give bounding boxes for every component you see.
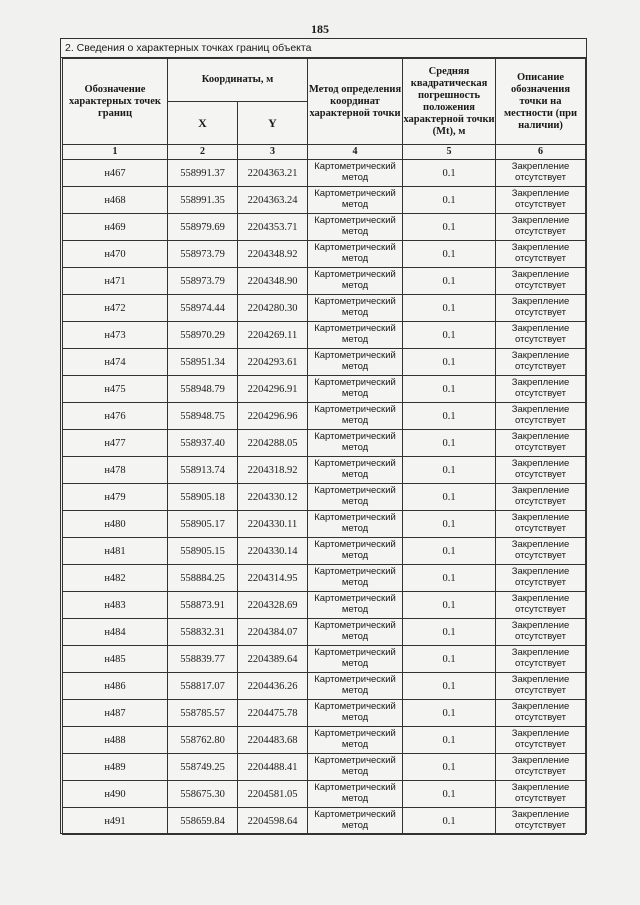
coordinate-y-cell: 2204314.95	[238, 565, 308, 592]
table-row	[63, 160, 586, 187]
error-cell: 0.1	[403, 430, 496, 457]
point-designation-cell: н468	[63, 187, 168, 214]
point-designation-cell: н491	[63, 808, 168, 835]
error-cell: 0.1	[403, 349, 496, 376]
method-cell: Картометрический метод	[308, 349, 403, 376]
table-row	[63, 187, 586, 214]
description-cell: Закрепление отсутствует	[496, 538, 586, 565]
error-cell: 0.1	[403, 268, 496, 295]
method-cell: Картометрический метод	[308, 754, 403, 781]
method-cell: Картометрический метод	[308, 511, 403, 538]
error-cell: 0.1	[403, 754, 496, 781]
point-designation-cell: н469	[63, 214, 168, 241]
table-row	[63, 295, 586, 322]
table-row	[63, 754, 586, 781]
table-row	[63, 376, 586, 403]
coordinate-y-cell: 2204330.12	[238, 484, 308, 511]
header-method: Метод определения координат характерной точки	[308, 59, 403, 145]
table-row	[63, 808, 586, 835]
point-designation-cell: н473	[63, 322, 168, 349]
method-cell: Картометрический метод	[308, 808, 403, 835]
coordinate-y-cell: 2204581.05	[238, 781, 308, 808]
description-cell: Закрепление отсутствует	[496, 727, 586, 754]
method-cell: Картометрический метод	[308, 646, 403, 673]
method-cell: Картометрический метод	[308, 673, 403, 700]
description-cell: Закрепление отсутствует	[496, 646, 586, 673]
coordinate-y-cell: 2204318.92	[238, 457, 308, 484]
description-cell: Закрепление отсутствует	[496, 781, 586, 808]
table-row	[63, 430, 586, 457]
description-cell: Закрепление отсутствует	[496, 754, 586, 781]
coordinate-x-cell: 558991.37	[168, 160, 238, 187]
error-cell: 0.1	[403, 592, 496, 619]
coordinate-x-cell: 558991.35	[168, 187, 238, 214]
description-cell: Закрепление отсутствует	[496, 322, 586, 349]
point-designation-cell: н478	[63, 457, 168, 484]
point-designation-cell: н475	[63, 376, 168, 403]
header-designation: Обозначение характерных точек границ	[63, 59, 168, 145]
column-number: 4	[308, 145, 403, 160]
table-row	[63, 781, 586, 808]
table-row	[63, 592, 586, 619]
description-cell: Закрепление отсутствует	[496, 214, 586, 241]
coordinate-y-cell: 2204353.71	[238, 214, 308, 241]
coordinate-y-cell: 2204330.11	[238, 511, 308, 538]
table-row	[63, 349, 586, 376]
error-cell: 0.1	[403, 457, 496, 484]
coordinate-y-cell: 2204436.26	[238, 673, 308, 700]
method-cell: Картометрический метод	[308, 592, 403, 619]
error-cell: 0.1	[403, 295, 496, 322]
page-number: 185	[311, 22, 329, 36]
point-designation-cell: н470	[63, 241, 168, 268]
method-cell: Картометрический метод	[308, 403, 403, 430]
coordinate-x-cell: 558839.77	[168, 646, 238, 673]
section-title: 2. Сведения о характерных точках границ объекта	[61, 39, 586, 58]
description-cell: Закрепление отсутствует	[496, 457, 586, 484]
error-cell: 0.1	[403, 241, 496, 268]
error-cell: 0.1	[403, 808, 496, 835]
method-cell: Картометрический метод	[308, 160, 403, 187]
coordinate-x-cell: 558948.79	[168, 376, 238, 403]
method-cell: Картометрический метод	[308, 700, 403, 727]
table-row	[63, 700, 586, 727]
error-cell: 0.1	[403, 376, 496, 403]
description-cell: Закрепление отсутствует	[496, 268, 586, 295]
coordinate-y-cell: 2204363.24	[238, 187, 308, 214]
table-row	[63, 214, 586, 241]
description-cell: Закрепление отсутствует	[496, 808, 586, 835]
method-cell: Картометрический метод	[308, 376, 403, 403]
method-cell: Картометрический метод	[308, 430, 403, 457]
table-row	[63, 619, 586, 646]
coordinate-x-cell: 558749.25	[168, 754, 238, 781]
error-cell: 0.1	[403, 403, 496, 430]
point-designation-cell: н471	[63, 268, 168, 295]
point-designation-cell: н485	[63, 646, 168, 673]
point-designation-cell: н487	[63, 700, 168, 727]
coordinate-x-cell: 558905.17	[168, 511, 238, 538]
description-cell: Закрепление отсутствует	[496, 673, 586, 700]
coordinate-x-cell: 558948.75	[168, 403, 238, 430]
table-body	[63, 160, 586, 835]
table-row	[63, 322, 586, 349]
coordinate-y-cell: 2204483.68	[238, 727, 308, 754]
point-designation-cell: н488	[63, 727, 168, 754]
coordinate-y-cell: 2204363.21	[238, 160, 308, 187]
description-cell: Закрепление отсутствует	[496, 619, 586, 646]
coordinate-y-cell: 2204384.07	[238, 619, 308, 646]
table-row	[63, 241, 586, 268]
coordinate-x-cell: 558973.79	[168, 241, 238, 268]
method-cell: Картометрический метод	[308, 295, 403, 322]
error-cell: 0.1	[403, 727, 496, 754]
column-number: 3	[238, 145, 308, 160]
error-cell: 0.1	[403, 700, 496, 727]
coordinate-x-cell: 558785.57	[168, 700, 238, 727]
point-designation-cell: н483	[63, 592, 168, 619]
header-description: Описание обозначения точки на местности (при наличии)	[496, 59, 586, 145]
coordinate-x-cell: 558659.84	[168, 808, 238, 835]
coordinate-x-cell: 558951.34	[168, 349, 238, 376]
point-designation-cell: н489	[63, 754, 168, 781]
point-designation-cell: н482	[63, 565, 168, 592]
description-cell: Закрепление отсутствует	[496, 700, 586, 727]
error-cell: 0.1	[403, 619, 496, 646]
method-cell: Картометрический метод	[308, 268, 403, 295]
description-cell: Закрепление отсутствует	[496, 484, 586, 511]
table-row	[63, 268, 586, 295]
coordinate-x-cell: 558884.25	[168, 565, 238, 592]
header-coordinates: Координаты, м	[168, 59, 308, 102]
error-cell: 0.1	[403, 565, 496, 592]
coordinate-y-cell: 2204348.92	[238, 241, 308, 268]
header-x: X	[168, 102, 238, 145]
method-cell: Картометрический метод	[308, 214, 403, 241]
column-number: 2	[168, 145, 238, 160]
coordinate-y-cell: 2204330.14	[238, 538, 308, 565]
error-cell: 0.1	[403, 538, 496, 565]
description-cell: Закрепление отсутствует	[496, 160, 586, 187]
description-cell: Закрепление отсутствует	[496, 592, 586, 619]
coordinate-y-cell: 2204488.41	[238, 754, 308, 781]
error-cell: 0.1	[403, 511, 496, 538]
description-cell: Закрепление отсутствует	[496, 349, 586, 376]
method-cell: Картометрический метод	[308, 727, 403, 754]
point-designation-cell: н476	[63, 403, 168, 430]
coordinate-x-cell: 558970.29	[168, 322, 238, 349]
description-cell: Закрепление отсутствует	[496, 565, 586, 592]
coordinate-x-cell: 558675.30	[168, 781, 238, 808]
coordinate-x-cell: 558905.18	[168, 484, 238, 511]
error-cell: 0.1	[403, 484, 496, 511]
point-designation-cell: н477	[63, 430, 168, 457]
coordinate-x-cell: 558762.80	[168, 727, 238, 754]
description-cell: Закрепление отсутствует	[496, 241, 586, 268]
coordinate-y-cell: 2204269.11	[238, 322, 308, 349]
coordinate-y-cell: 2204348.90	[238, 268, 308, 295]
coordinate-y-cell: 2204280.30	[238, 295, 308, 322]
coordinate-x-cell: 558974.44	[168, 295, 238, 322]
point-designation-cell: н479	[63, 484, 168, 511]
boundary-points-table	[62, 58, 586, 835]
point-designation-cell: н486	[63, 673, 168, 700]
method-cell: Картометрический метод	[308, 538, 403, 565]
coordinate-y-cell: 2204328.69	[238, 592, 308, 619]
header-error: Средняя квадратическая погрешность положения характерной точки (Mt), м	[403, 59, 496, 145]
error-cell: 0.1	[403, 214, 496, 241]
method-cell: Картометрический метод	[308, 187, 403, 214]
table-row	[63, 646, 586, 673]
coordinate-y-cell: 2204296.91	[238, 376, 308, 403]
error-cell: 0.1	[403, 781, 496, 808]
error-cell: 0.1	[403, 160, 496, 187]
error-cell: 0.1	[403, 673, 496, 700]
description-cell: Закрепление отсутствует	[496, 295, 586, 322]
coordinate-x-cell: 558817.07	[168, 673, 238, 700]
table-row	[63, 484, 586, 511]
description-cell: Закрепление отсутствует	[496, 430, 586, 457]
table-row	[63, 727, 586, 754]
method-cell: Картометрический метод	[308, 781, 403, 808]
description-cell: Закрепление отсутствует	[496, 376, 586, 403]
method-cell: Картометрический метод	[308, 241, 403, 268]
point-designation-cell: н481	[63, 538, 168, 565]
coordinate-x-cell: 558832.31	[168, 619, 238, 646]
table-row	[63, 457, 586, 484]
table-row	[63, 673, 586, 700]
column-number: 6	[496, 145, 586, 160]
method-cell: Картометрический метод	[308, 457, 403, 484]
column-number: 1	[63, 145, 168, 160]
description-cell: Закрепление отсутствует	[496, 403, 586, 430]
coordinate-x-cell: 558979.69	[168, 214, 238, 241]
point-designation-cell: н484	[63, 619, 168, 646]
description-cell: Закрепление отсутствует	[496, 187, 586, 214]
point-designation-cell: н467	[63, 160, 168, 187]
point-designation-cell: н474	[63, 349, 168, 376]
table-row	[63, 565, 586, 592]
coordinate-y-cell: 2204293.61	[238, 349, 308, 376]
coordinate-x-cell: 558905.15	[168, 538, 238, 565]
coordinate-y-cell: 2204475.78	[238, 700, 308, 727]
coordinate-x-cell: 558937.40	[168, 430, 238, 457]
point-designation-cell: н472	[63, 295, 168, 322]
error-cell: 0.1	[403, 187, 496, 214]
method-cell: Картометрический метод	[308, 619, 403, 646]
point-designation-cell: н490	[63, 781, 168, 808]
coordinate-y-cell: 2204296.96	[238, 403, 308, 430]
coordinate-x-cell: 558973.79	[168, 268, 238, 295]
table-row	[63, 403, 586, 430]
coordinate-y-cell: 2204288.05	[238, 430, 308, 457]
coordinate-x-cell: 558873.91	[168, 592, 238, 619]
coordinate-y-cell: 2204598.64	[238, 808, 308, 835]
table-row	[63, 511, 586, 538]
table-row	[63, 538, 586, 565]
method-cell: Картометрический метод	[308, 565, 403, 592]
header-y: Y	[238, 102, 308, 145]
document-frame	[60, 38, 587, 834]
point-designation-cell: н480	[63, 511, 168, 538]
description-cell: Закрепление отсутствует	[496, 511, 586, 538]
method-cell: Картометрический метод	[308, 484, 403, 511]
error-cell: 0.1	[403, 646, 496, 673]
coordinate-x-cell: 558913.74	[168, 457, 238, 484]
coordinate-y-cell: 2204389.64	[238, 646, 308, 673]
error-cell: 0.1	[403, 322, 496, 349]
method-cell: Картометрический метод	[308, 322, 403, 349]
column-number: 5	[403, 145, 496, 160]
